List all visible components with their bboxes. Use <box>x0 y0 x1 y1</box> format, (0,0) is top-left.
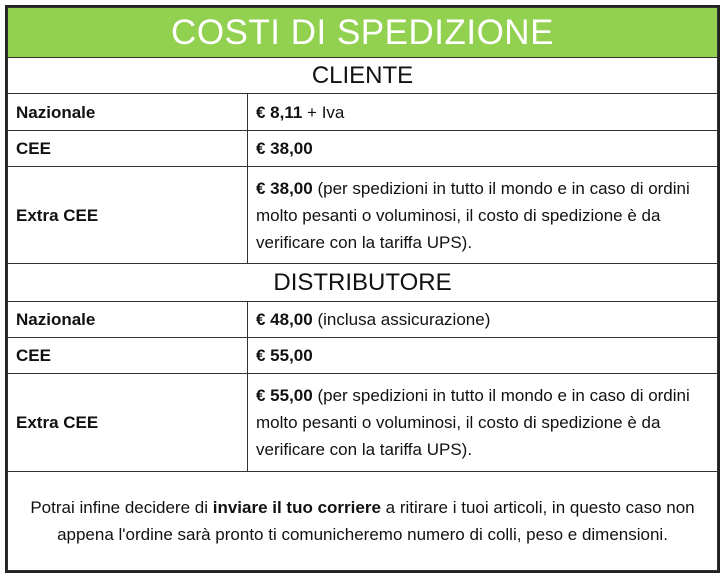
footer-text-before: Potrai infine decidere di <box>30 498 213 517</box>
footer-text-bold: inviare il tuo corriere <box>212 498 381 517</box>
row-label: Nazionale <box>8 302 248 338</box>
row-price: € 8,11 <box>256 102 303 122</box>
footer-row <box>8 472 718 571</box>
table-row <box>8 131 718 167</box>
row-label: CEE <box>8 131 248 167</box>
table-row <box>8 167 718 264</box>
table-row <box>8 374 718 472</box>
shipping-costs-table <box>7 7 718 571</box>
row-price: € 38,00 <box>256 139 313 158</box>
row-value <box>248 131 718 167</box>
table-title: COSTI DI SPEDIZIONE <box>8 8 718 58</box>
row-price: € 55,00 <box>256 346 313 365</box>
table-row <box>8 94 718 131</box>
footer-text-after: a ritirare i tuoi articoli, in questo caso non appena l'ordine sarà pronto ti comunicheremo numero di colli, peso e dimensioni. <box>57 498 695 544</box>
section-header-row <box>8 264 718 302</box>
row-price: € 48,00 <box>256 310 313 329</box>
row-price: € 38,00 <box>256 178 313 198</box>
row-value <box>248 302 718 338</box>
table-row <box>8 338 718 374</box>
row-value <box>248 374 718 472</box>
footer-note <box>8 472 718 571</box>
section-heading-cliente: CLIENTE <box>8 58 718 94</box>
section-heading-distributore: DISTRIBUTORE <box>8 264 718 302</box>
row-label: Nazionale <box>8 94 248 131</box>
row-value <box>248 167 718 264</box>
section-header-row <box>8 58 718 94</box>
row-note: (per spedizioni in tutto il mondo e in caso di ordini molto pesanti o voluminosi, il costo di spedizione è da verificare con la tariffa UPS). <box>256 386 690 459</box>
row-note: (per spedizioni in tutto il mondo e in caso di ordini molto pesanti o voluminosi, il costo di spedizione è da verificare con la tariffa UPS). <box>256 178 690 252</box>
shipping-costs-table-wrapper <box>5 5 720 573</box>
row-note: (inclusa assicurazione) <box>312 310 491 329</box>
table-row <box>8 302 718 338</box>
row-label: CEE <box>8 338 248 374</box>
row-price: € 55,00 <box>256 386 313 405</box>
row-value <box>248 94 718 131</box>
row-value <box>248 338 718 374</box>
row-label: Extra CEE <box>8 167 248 264</box>
row-label: Extra CEE <box>8 374 248 472</box>
row-note: + Iva <box>302 102 345 122</box>
title-row <box>8 8 718 58</box>
